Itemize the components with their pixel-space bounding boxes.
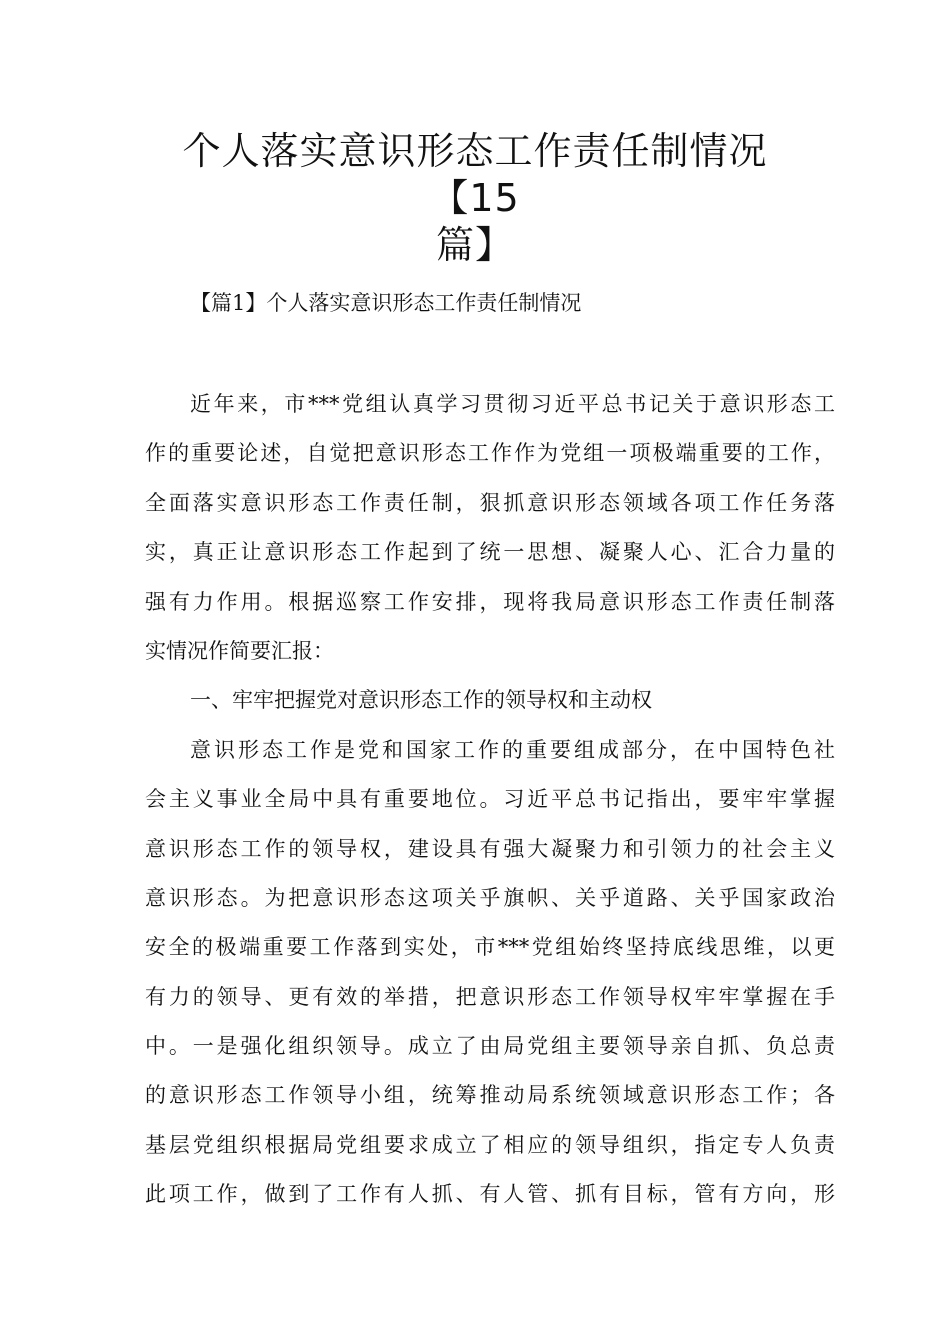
paragraph-line: 意识形态。为把意识形态这项关乎旗帜、关乎道路、关乎国家政治 [145, 885, 835, 910]
paragraph-line: 意识形态工作的领导权，建设具有强大凝聚力和引领力的社会主义 [145, 836, 835, 861]
paragraph-line: 实情况作简要汇报： [145, 638, 334, 663]
paragraph-line: 此项工作，做到了工作有人抓、有人管、抓有目标，管有方向，形 [145, 1182, 835, 1207]
paragraph-line: 实，真正让意识形态工作起到了统一思想、凝聚人心、汇合力量的 [145, 540, 835, 565]
paragraph-line: 近年来，市***党组认真学习贯彻习近平总书记关于意识形态工 [190, 392, 835, 416]
paragraph-line: 安全的极端重要工作落到实处，市***党组始终坚持底线思维，以更 [145, 935, 835, 960]
paragraph-line: 意识形态工作是党和国家工作的重要组成部分，在中国特色社 [190, 737, 835, 762]
paragraph-line: 强有力作用。根据巡察工作安排，现将我局意识形态工作责任制落 [145, 589, 835, 614]
paragraph-line: 会主义事业全局中具有重要地位。习近平总书记指出，要牢牢掌握 [145, 787, 835, 812]
paragraph-line: 有力的领导、更有效的举措，把意识形态工作领导权牢牢掌握在手 [145, 984, 835, 1009]
paragraph-line: 中。一是强化组织领导。成立了由局党组主要领导亲自抓、负总责 [145, 1034, 835, 1059]
document-body [145, 380, 835, 1220]
paragraph-line: 的意识形态工作领导小组，统筹推动局系统领域意识形态工作；各 [145, 1083, 835, 1108]
document-title [145, 128, 805, 269]
paragraph-line: 作的重要论述，自觉把意识形态工作作为党组一项极端重要的工作， [145, 441, 835, 466]
title-line-2: 篇】 [435, 223, 514, 267]
subsection-heading: 一、牢牢把握党对意识形态工作的领导权和主动权 [190, 688, 652, 713]
paragraph-line: 基层党组织根据局党组要求成立了相应的领导组织，指定专人负责 [145, 1132, 835, 1157]
section-heading: 【篇1】个人落实意识形态工作责任制情况 [190, 291, 582, 315]
paragraph-line: 全面落实意识形态工作责任制，狠抓意识形态领域各项工作任务落 [145, 490, 835, 515]
title-line-1: 个人落实意识形态工作责任制情况【15 [182, 129, 768, 220]
